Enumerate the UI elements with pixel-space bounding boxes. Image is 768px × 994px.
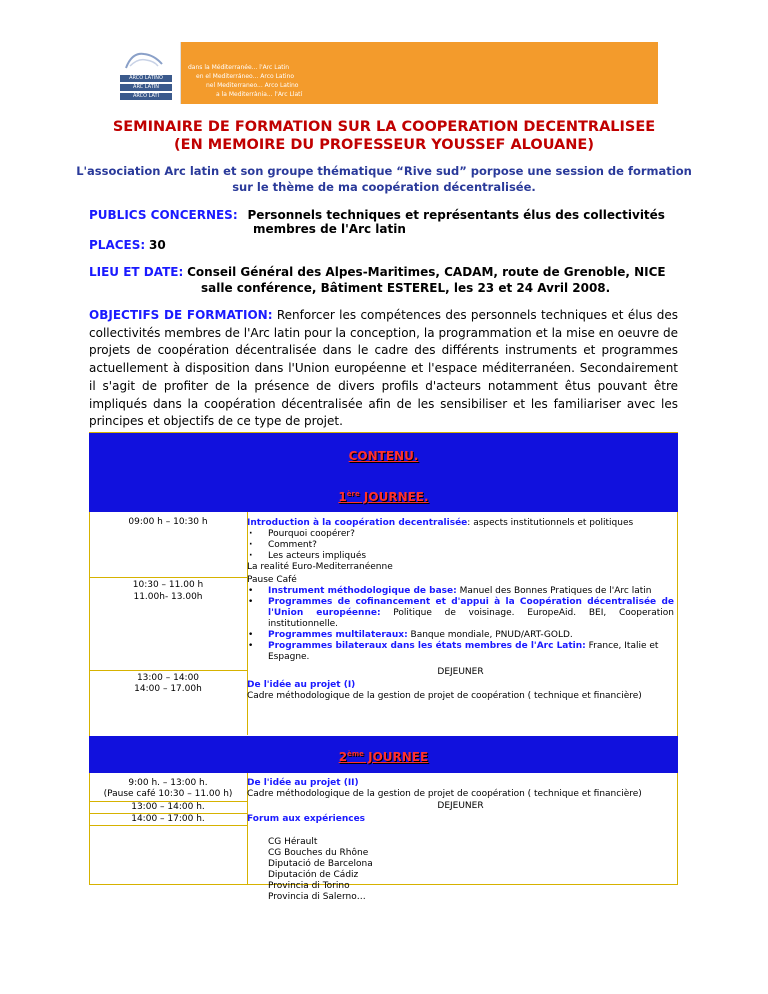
list-item: · Les acteurs impliqués <box>247 551 674 562</box>
day1-time: 13:00 – 14:00 <box>136 673 200 683</box>
intro-subtitle: L'association Arc latin et son groupe thématique “Rive sud” porpose une session de formation <box>76 164 692 178</box>
idee1-title: De l'idée au projet (I) <box>247 680 356 690</box>
places-label: PLACES: <box>89 238 146 252</box>
objectifs-label: OBJECTIFS DE FORMATION: <box>89 308 273 322</box>
day2-time: 9:00 h. – 13:00 h. <box>128 778 208 788</box>
idee2-title: De l'idée au projet (II) <box>247 778 359 788</box>
dejeuner-line: DEJEUNER <box>437 667 484 677</box>
day1-time: 11.00h- 13.00h <box>133 592 203 602</box>
day1-time: 09:00 h – 10:30 h <box>128 517 208 527</box>
idee1-text: Cadre méthodologique de la gestion de projet de coopération ( technique et financière) <box>247 691 642 701</box>
table-divider <box>89 670 247 671</box>
intro-line: Introduction à la coopération decentralisée: aspects institutionnels et politiques <box>247 518 634 528</box>
day1-title: 1ère JOURNEE. <box>338 490 429 504</box>
logo-badge: ARCO LATI <box>120 93 172 100</box>
table-divider <box>89 577 247 578</box>
list-item: Provincia di Salerno… <box>268 892 366 902</box>
contenu-header <box>89 433 678 476</box>
publics-text-line2: membres de l'Arc latin <box>253 222 406 236</box>
intro-subtitle-line2: sur le thème de ma coopération décentralisée. <box>232 180 536 194</box>
day1-time: 10:30 – 11.00 h <box>132 580 204 590</box>
arc-latin-logo-icon <box>124 48 164 72</box>
header-banner <box>110 42 658 104</box>
list-item: · Comment? <box>247 540 674 551</box>
list-item: Diputación de Cádiz <box>268 870 359 880</box>
list-item: CG Hérault <box>268 837 318 847</box>
day2-time: 14:00 – 17:00 h. <box>131 814 205 824</box>
realite-line: La realité Euro-Mediterranéenne <box>247 562 393 572</box>
list-item: • Programmes multilateraux: Banque mondiale, PNUD/ART-GOLD. <box>247 630 674 641</box>
banner-tagline: en el Mediterráneo... Arco Latino <box>196 73 295 80</box>
lieu-text-line2: salle conférence, Bâtiment ESTEREL, les 23 et 24 Avril 2008. <box>201 281 611 295</box>
objectifs-section <box>89 307 678 431</box>
lieu-label: LIEU ET DATE: <box>89 265 184 279</box>
day1-content <box>247 518 674 702</box>
forum-title: Forum aux expériences <box>247 814 366 824</box>
day1-time: 14:00 – 17.00h <box>134 684 202 694</box>
idee2-text: Cadre méthodologique de la gestion de projet de coopération ( technique et financière) <box>247 789 642 799</box>
banner-tagline: nel Mediterraneo... Arco Latino <box>206 82 299 89</box>
places-value: 30 <box>149 238 166 252</box>
page-title: SEMINAIRE DE FORMATION SUR LA COOPERATION DECENTRALISEE <box>112 119 656 135</box>
list-item: • Instrument méthodologique de base: Manuel des Bonnes Pratiques de l'Arc latin <box>247 586 674 597</box>
contenu-title: CONTENU. <box>348 449 419 463</box>
list-item: · Pourquoi coopérer? <box>247 529 674 540</box>
day2-time: 13:00 – 14:00 h. <box>131 802 205 812</box>
page-title-line2: (EN MEMOIRE DU PROFESSEUR YOUSSEF ALOUANE) <box>174 137 594 153</box>
places-section <box>89 237 678 255</box>
lieu-text: Conseil Général des Alpes-Maritimes, CADAM, route de Grenoble, NICE <box>187 265 666 279</box>
publics-text: Personnels techniques et représentants élus des collectivités <box>247 208 665 222</box>
pause-line: Pause Café <box>247 575 297 585</box>
day2-content <box>247 778 674 903</box>
publics-label: PUBLICS CONCERNES: <box>89 208 238 222</box>
day2-header <box>89 736 678 773</box>
logo-badge: ARC LATIN <box>120 84 172 91</box>
list-item: Diputació de Barcelona <box>268 859 373 869</box>
day2-time: (Pause café 10:30 – 11.00 h) <box>103 789 233 799</box>
banner-tagline: dans la Méditerranée... l'Arc Latin <box>188 64 290 71</box>
list-item: CG Bouches du Rhône <box>268 848 369 858</box>
logo-panel <box>110 42 181 104</box>
list-item: • Programmes bilateraux dans les états membres de l'Arc Latin: France, Italie et Espagne. <box>247 641 674 663</box>
logo-badge: ARCO LATINO <box>120 75 172 82</box>
day1-header <box>89 476 678 512</box>
list-item: • Programmes de cofinancement et d'appui à la Coopération décentralisée de l'Union européenne: Politique de voisinage. EuropeAid. BEI, Cooperation institutionnelle. <box>247 597 674 630</box>
table-divider <box>89 825 247 826</box>
dejeuner-line: DEJEUNER <box>437 801 484 811</box>
banner-tagline: a la Mediterrània... l'Arc Llatí <box>216 91 303 98</box>
lieu-section <box>89 264 678 282</box>
objectifs-text: Renforcer les compétences des personnels techniques et élus des collectivités membres de l'Arc latin pour la conception, la programmation et la mise en oeuvre de projets de coopération décentralisée dans le cadre des différents instruments et programmes actuellement à disposition dans l'Union européenne et l'espace méditerranéen. Secondairement il s'agit de profiter de la présence de divers profils d'acteurs notamment êtus pouvant être impliqués dans la coopération décentralisée afin de les sensibiliser et les familiariser avec les principes et objectifs de ce type de projet. <box>89 308 679 429</box>
list-item: Provincia di Torino <box>268 881 350 891</box>
day2-title: 2ème JOURNEE <box>338 750 429 764</box>
